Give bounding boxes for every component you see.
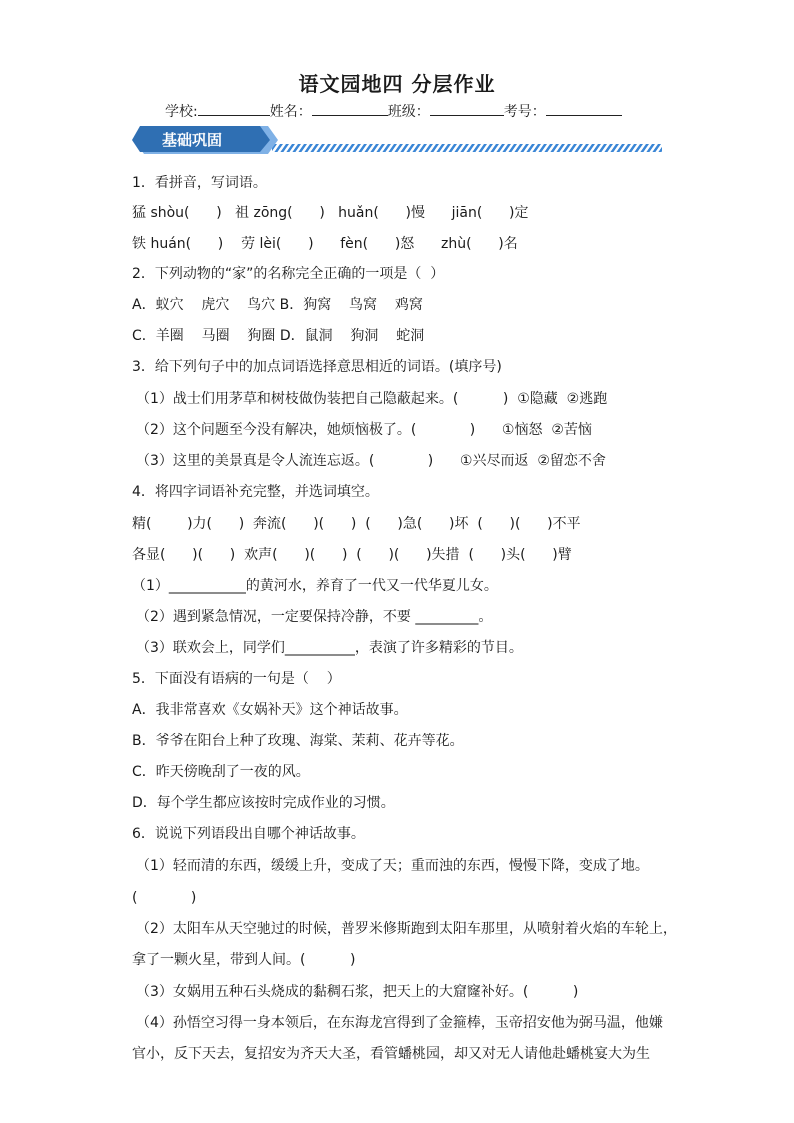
text-line: （1）轻而清的东西，缓缓上升，变成了天；重而浊的东西，慢慢下降，变成了地。 [136, 858, 649, 874]
text-line: （2）这个问题至今没有解决，她烦恼极了。( ) ①恼怒 ②苦恼 [136, 422, 592, 438]
text-line: 猛 shòu( ) 祖 zōng( ) huǎn( )慢 jiān( )定 [132, 205, 529, 221]
text-line: 官小，反下天去，复招安为齐天大圣，看管蟠桃园，却又对无人请他赴蟠桃宴大为生 [132, 1046, 650, 1062]
text-line: 6．说说下列语段出自哪个神话故事。 [132, 826, 365, 842]
text-line: 1．看拼音，写词语。 [132, 175, 267, 191]
banner-label: 基础巩固 [161, 131, 223, 149]
section-banner [132, 124, 664, 158]
class-blank[interactable] [430, 101, 504, 116]
class-label: 班级： [387, 104, 430, 120]
name-blank[interactable] [312, 101, 388, 116]
text-line: （2）太阳车从天空驰过的时候，普罗米修斯跑到太阳车那里，从喷射着火焰的车轮上， [136, 921, 677, 937]
number-label: 考号： [503, 104, 546, 120]
text-line: （2）遇到紧急情况，一定要保持冷静，不要 _________。 [136, 609, 493, 625]
text-line: ( ) [132, 890, 197, 906]
text-line: 拿了一颗火星，带到人间。( ) [132, 952, 356, 968]
text-line: A．我非常喜欢《女娲补天》这个神话故事。 [132, 702, 408, 718]
text-line: （1）___________的黄河水，养育了一代又一代华夏儿女。 [132, 578, 498, 594]
text-line: C．昨天傍晚刮了一夜的风。 [132, 764, 310, 780]
text-line: （3）联欢会上，同学们__________，表演了许多精彩的节目。 [136, 640, 523, 656]
text-line: C．羊圈 马圈 狗圈 D．鼠洞 狗洞 蛇洞 [132, 328, 425, 344]
text-line: 5．下面没有语病的一句是（ ） [132, 671, 341, 687]
student-info-row [165, 101, 622, 121]
name-label: 姓名： [269, 104, 312, 120]
text-line: D．每个学生都应该按时完成作业的习惯。 [132, 795, 395, 811]
school-label: 学校: [165, 104, 198, 120]
text-line: B．爷爷在阳台上种了玫瑰、海棠、茉莉、花卉等花。 [132, 733, 464, 749]
text-line: 4．将四字词语补充完整，并选词填空。 [132, 484, 379, 500]
text-line: 铁 huán( ) 劳 lèi( ) fèn( )怒 zhù( )名 [132, 236, 518, 252]
school-blank[interactable] [198, 101, 270, 116]
text-line: （3）这里的美景真是令人流连忘返。( ) ①兴尽而返 ②留恋不舍 [136, 453, 606, 469]
text-line: 各显( )( ) 欢声( )( ) ( )( )失措 ( )头( )臂 [132, 547, 572, 563]
text-line: A．蚁穴 虎穴 鸟穴 B．狗窝 鸟窝 鸡窝 [132, 297, 423, 313]
page-title: 语文园地四 分层作业 [298, 72, 496, 96]
text-line: （4）孙悟空习得一身本领后，在东海龙宫得到了金箍棒，玉帝招安他为弼马温，他嫌 [136, 1015, 663, 1031]
text-line: 3．给下列句子中的加点词语选择意思相近的词语。(填序号) [132, 359, 502, 375]
number-blank[interactable] [546, 101, 622, 116]
text-line: （1）战士们用茅草和树枝做伪装把自己隐蔽起来。( ) ①隐藏 ②逃跑 [136, 391, 608, 407]
banner-stripe [272, 144, 662, 152]
text-line: 精( )力( ) 奔流( )( ) ( )急( )坏 ( )( )不平 [132, 516, 581, 532]
text-line: （3）女娲用五种石头烧成的黏稠石浆，把天上的大窟窿补好。( ) [136, 984, 579, 1000]
text-line: 2．下列动物的“家”的名称完全正确的一项是（ ） [132, 266, 445, 282]
